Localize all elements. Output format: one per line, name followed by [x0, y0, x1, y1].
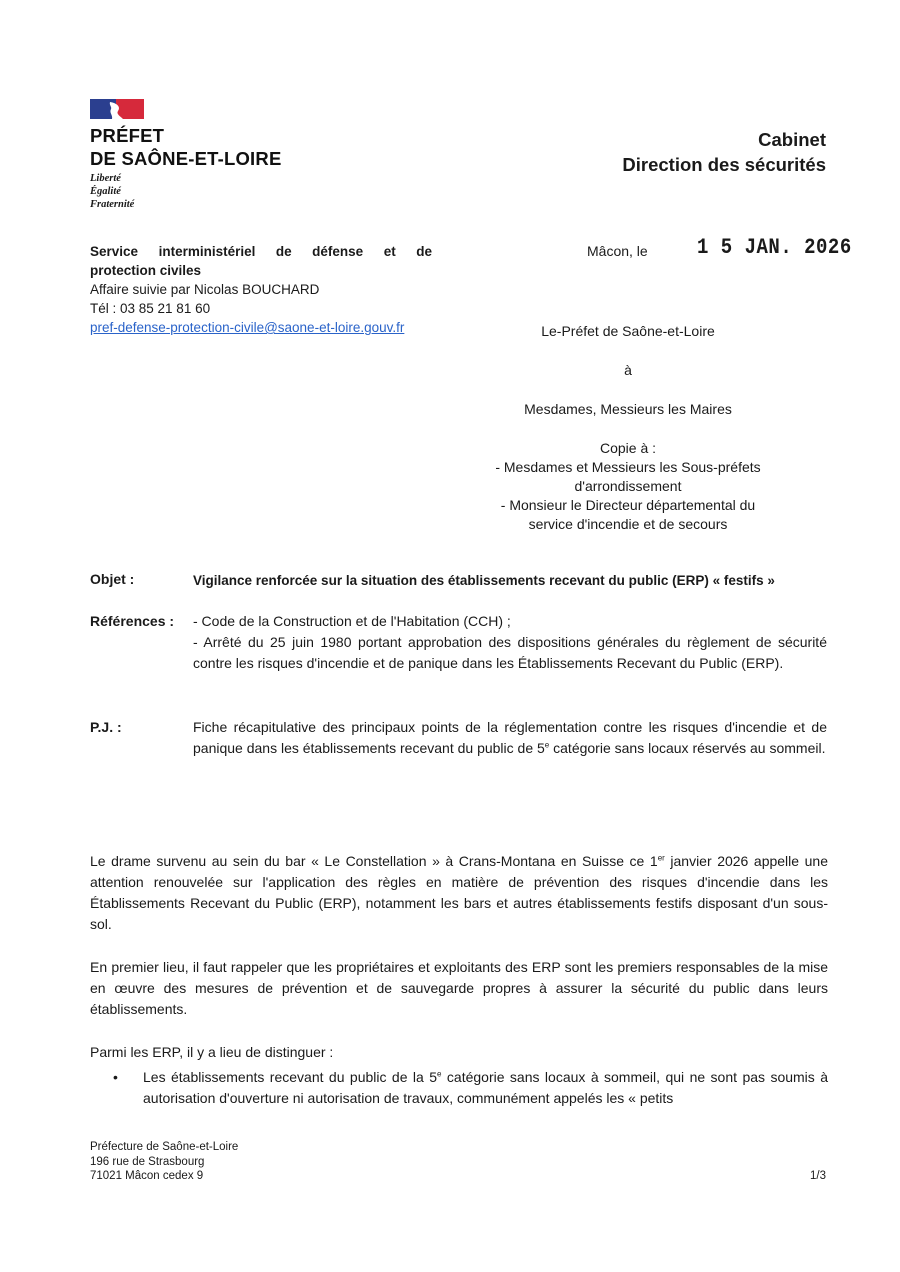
motto-fraternite: Fraternité	[90, 199, 135, 210]
footer-address	[90, 1140, 238, 1184]
p1-text-b: janvier 2026 appelle une attention renouvelée sur l'application des règles en matière de prévention des risques d'incendie dans les Établissements Recevant du Public (ERP), notamment les bars et autres établissements festifs disposant d'un sous-sol.	[90, 853, 828, 932]
date-label: Mâcon, le	[587, 243, 648, 259]
department-line1: Cabinet	[758, 129, 826, 150]
p1-text-a: Le drame survenu au sein du bar « Le Constellation » à Crans-Montana en Suisse ce 1	[90, 853, 658, 869]
reference-item-1: - Code de la Construction et de l'Habitation (CCH) ;	[193, 613, 511, 629]
body-paragraph-1	[90, 851, 828, 935]
service-name-line2: protection civiles	[90, 263, 202, 278]
motto-liberte: Liberté	[90, 173, 121, 184]
copy-2-line1: - Monsieur le Directeur départemental du	[500, 497, 756, 513]
prefet-title	[90, 124, 282, 170]
from-line: Le-Préfet de Saône-et-Loire	[541, 323, 715, 339]
pj-text	[193, 717, 827, 759]
republic-motto	[90, 172, 134, 211]
addressee-block	[462, 322, 794, 534]
footer-line1: Préfecture de Saône-et-Loire	[90, 1141, 239, 1153]
to-word: à	[624, 362, 632, 378]
motto-egalite: Égalité	[90, 186, 121, 197]
copy-2-line2: service d'incendie et de secours	[528, 516, 728, 532]
phone: Tél : 03 85 21 81 60	[90, 301, 211, 316]
pj-label: P.J. :	[90, 719, 122, 735]
objet-label: Objet :	[90, 571, 135, 587]
sender-block	[90, 242, 432, 337]
bullet1-text-a: Les établissements recevant du public de la 5	[143, 1069, 438, 1085]
objet-text: Vigilance renforcée sur la situation des établissements recevant du public (ERP) « festifs »	[193, 573, 775, 588]
references-label: Références :	[90, 613, 175, 629]
department-line2: Direction des sécurités	[622, 154, 826, 175]
followed-by: Affaire suivie par Nicolas BOUCHARD	[90, 282, 320, 297]
bullet-1-text	[143, 1067, 828, 1109]
copy-1-line1: - Mesdames et Messieurs les Sous-préfets	[495, 459, 761, 475]
body-paragraph-2: En premier lieu, il faut rappeler que les propriétaires et exploitants des ERP sont les premiers responsables de la mise en œuvre des mesures de prévention et de sauvegarde propres à assurer la sécurité du public dans leurs établissements.	[90, 959, 828, 1017]
footer-line2: 196 rue de Strasbourg	[90, 1155, 205, 1168]
prefet-title-line2: DE SAÔNE-ET-LOIRE	[90, 148, 282, 169]
reference-item-2: - Arrêté du 25 juin 1980 portant approbation des dispositions générales du règlement de sécurité contre les risques d'incendie et de panique dans les Établissements Recevant du Public (ERP).	[193, 634, 827, 671]
department-header	[622, 127, 826, 177]
body-paragraph-3: Parmi les ERP, il y a lieu de distinguer :	[90, 1044, 334, 1060]
email-link[interactable]: pref-defense-protection-civile@saone-et-loire.gouv.fr	[90, 320, 405, 335]
references-text	[193, 611, 827, 674]
copy-label: Copie à :	[599, 440, 657, 456]
list-item	[90, 1067, 828, 1109]
pj-text-a: Fiche récapitulative des principaux points de la réglementation contre les risques d'incendie et de panique dans les établissements recevant du public de 5	[193, 719, 827, 756]
bullet1-text-b: catégorie sans locaux à sommeil, qui ne sont pas soumis à autorisation d'ouverture ni autorisation de travaux, communément appelés les « petits	[143, 1069, 828, 1106]
bullet1-sup: e	[437, 1069, 442, 1079]
marianne-flag-logo	[90, 99, 144, 119]
p1-sup: er	[657, 853, 665, 863]
prefet-title-line1: PRÉFET	[90, 125, 165, 146]
date-stamp: 1 5 JAN. 2026	[697, 234, 852, 260]
footer-line3: 71021 Mâcon cedex 9	[90, 1170, 204, 1182]
copy-1-line2: d'arrondissement	[574, 478, 682, 494]
bullet-icon: •	[113, 1069, 118, 1085]
pj-text-b: catégorie sans locaux réservés au sommeil.	[549, 740, 826, 756]
letter-body	[90, 851, 828, 1109]
pj-sup: e	[544, 740, 550, 750]
page-number: 1/3	[810, 1170, 826, 1182]
to-line: Mesdames, Messieurs les Maires	[524, 401, 732, 417]
service-name-line1: Service interministériel de défense et de	[90, 244, 432, 259]
